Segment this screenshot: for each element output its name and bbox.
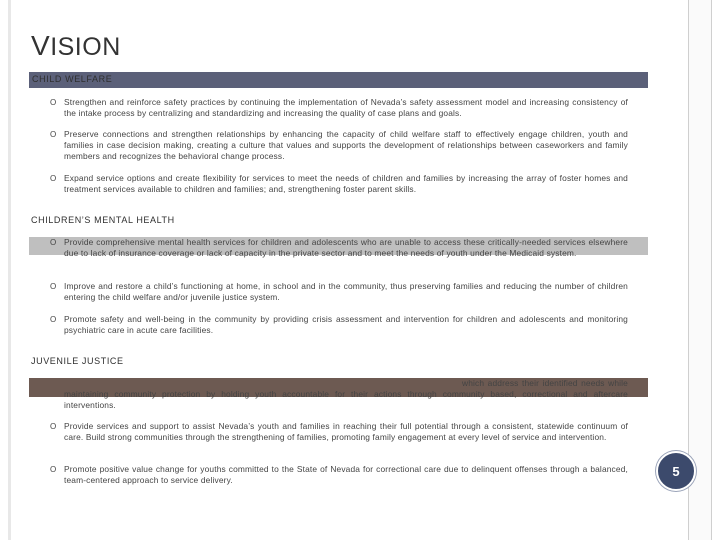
bullet-item bbox=[50, 421, 628, 443]
bullet-marker: O bbox=[50, 98, 57, 107]
bullet-item bbox=[50, 378, 628, 411]
left-frame-border bbox=[8, 0, 11, 540]
bullet-marker: O bbox=[50, 282, 57, 291]
bullet-item bbox=[50, 173, 628, 195]
slide-title-rest: ISION bbox=[50, 33, 121, 61]
bullet-item bbox=[50, 314, 628, 336]
bullet-text: Provide services and support to assist Nevada’s youth and families in reaching their full potential through a consistent, statewide continuum of care. Build strong communities through the strengthening of families, promoting family engagement at every level of service and intervention. bbox=[64, 421, 628, 442]
bullet-marker: O bbox=[50, 238, 57, 247]
bullet-text: Strengthen and reinforce safety practices by continuing the implementation of Nevada’s safety assessment model and increasing consistency of the intake process by centralizing and standardizing and increasing the quality of case plans and goals. bbox=[64, 97, 628, 118]
section-heading-label: CHILDREN’S MENTAL HEALTH bbox=[31, 215, 175, 225]
bullet-text: which address their identified needs while maintaining community protection by holding youth accountable for their actions through community based, correctional and aftercare interventions. bbox=[64, 378, 628, 410]
bullet-marker: O bbox=[50, 130, 57, 139]
bullet-marker: O bbox=[50, 174, 57, 183]
bullet-item bbox=[50, 464, 628, 486]
bullet-item bbox=[50, 97, 628, 119]
section-heading-juvenile-justice bbox=[31, 356, 124, 366]
bullet-text: Preserve connections and strengthen relationships by enhancing the capacity of child welfare staff to effectively engage children, youth and families in case decision making, creating a culture that values and supports the development of relationships between caseworkers and family members and recognizes the behavioral change process. bbox=[64, 129, 628, 161]
section-heading-childrens-mental-health bbox=[31, 215, 175, 225]
bullet-marker: O bbox=[50, 465, 57, 474]
bullet-marker: O bbox=[50, 315, 57, 324]
bullet-text: Provide comprehensive mental health services for children and adolescents who are unable to access these critically-needed services elsewhere due to lack of insurance coverage or lack of capacity in the private sector and to meet the needs of youth under the Medicaid system. bbox=[64, 237, 628, 258]
page-number: 5 bbox=[672, 463, 680, 479]
section-heading-label: JUVENILE JUSTICE bbox=[31, 356, 124, 366]
bullet-item bbox=[50, 237, 628, 259]
bullet-item bbox=[50, 129, 628, 162]
bullet-text: Promote safety and well-being in the community by providing crisis assessment and intervention for children and adolescents and monitoring psychiatric care in acute care facilities. bbox=[64, 314, 628, 335]
page-number-badge bbox=[656, 451, 696, 491]
bullet-marker: O bbox=[50, 422, 57, 431]
bullet-text: Improve and restore a child’s functioning at home, in school and in the community, thus preserving families and reducing the number of children entering the child welfare and/or juvenile justice system. bbox=[64, 281, 628, 302]
slide-title-initial: V bbox=[31, 30, 51, 61]
bullet-item bbox=[50, 281, 628, 303]
bullet-text: Expand service options and create flexibility for services to meet the needs of children and families by increasing the array of foster homes and treatment services available to children and families; and, strengthening foster parent skills. bbox=[64, 173, 628, 194]
slide-title bbox=[31, 30, 121, 62]
bullet-text: Promote positive value change for youths committed to the State of Nevada for correctional care due to delinquent offenses through a balanced, team-centered approach to service delivery. bbox=[64, 464, 628, 485]
section-heading-label: CHILD WELFARE bbox=[32, 74, 113, 84]
section-heading-child-welfare bbox=[29, 72, 648, 88]
